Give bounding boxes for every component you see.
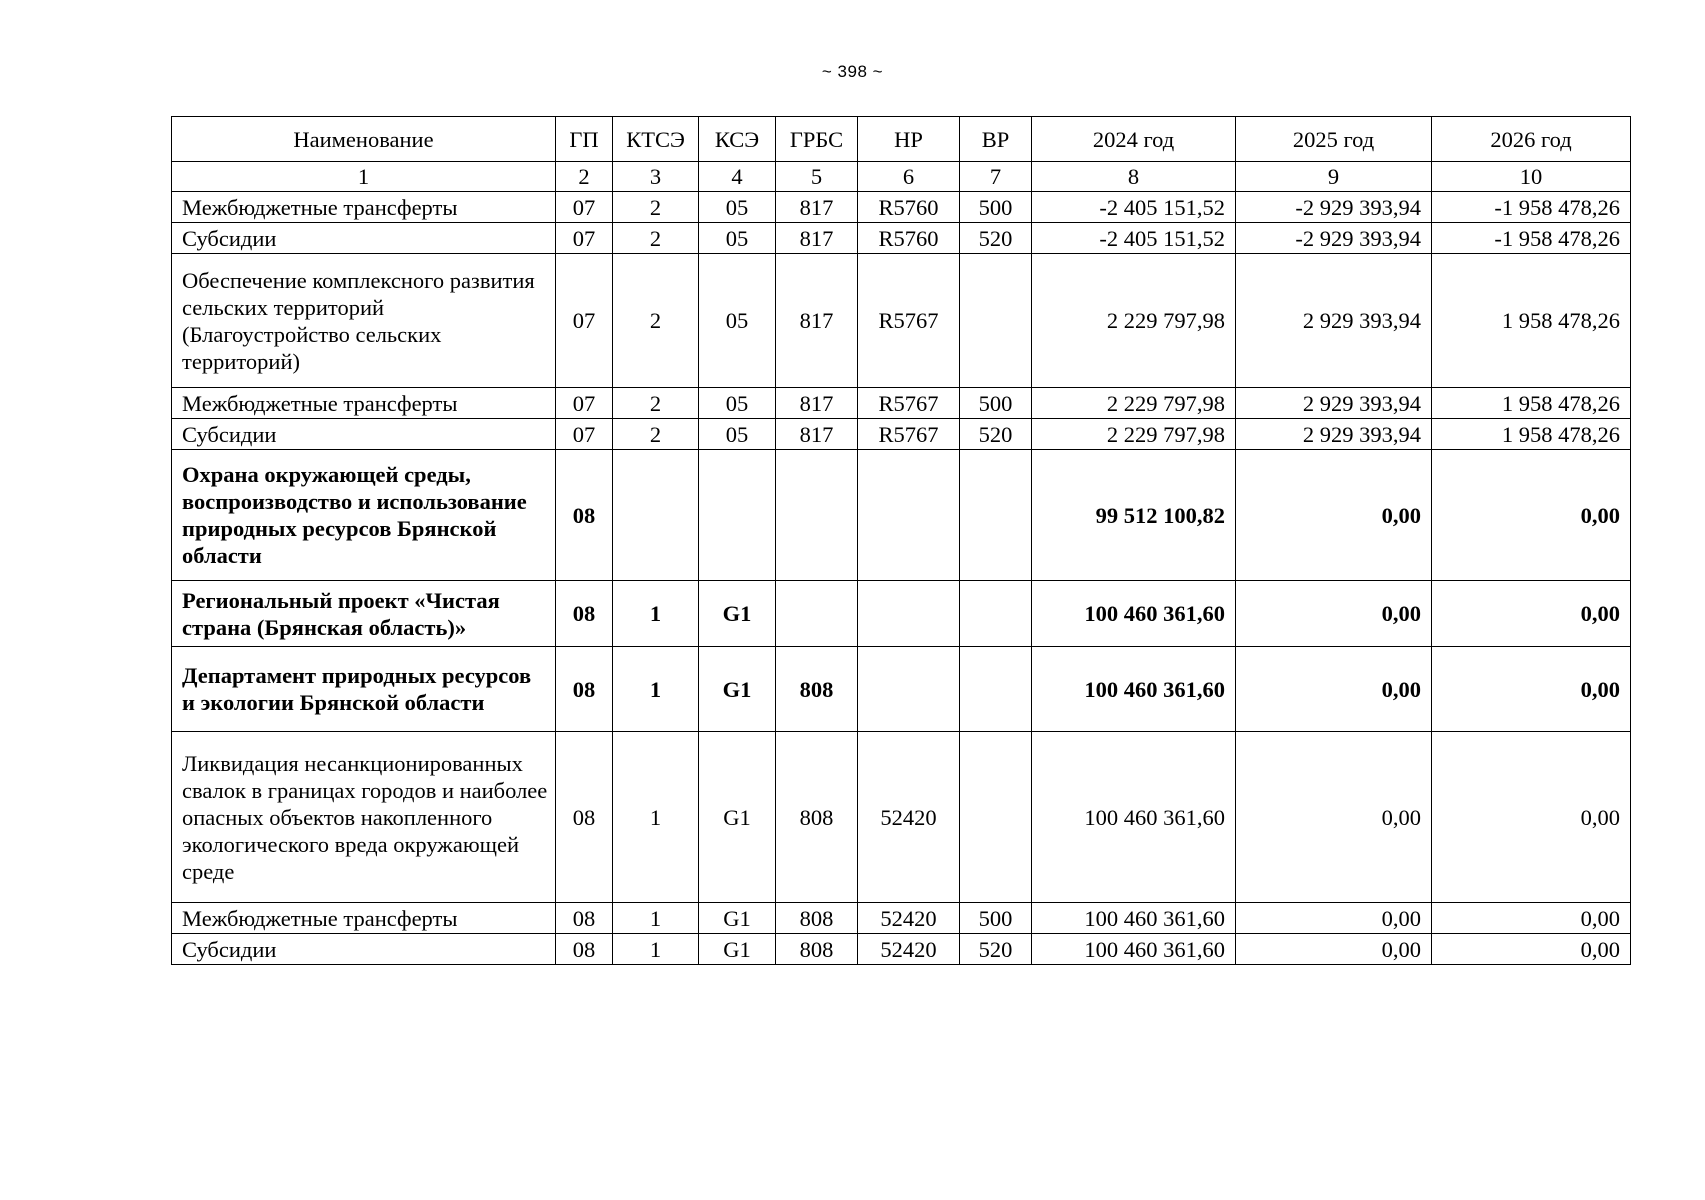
- cell-grbs: [776, 581, 858, 647]
- cell-grbs: [776, 450, 858, 581]
- cell-nr: R5767: [858, 419, 960, 450]
- cell-gp: 07: [556, 254, 613, 388]
- cell-kse: 05: [699, 192, 776, 223]
- row-name: Субсидии: [172, 223, 556, 254]
- cell-grbs: 808: [776, 732, 858, 903]
- table-row: [172, 223, 1631, 254]
- cell-2026: 0,00: [1432, 581, 1631, 647]
- cell-ktse: 1: [613, 903, 699, 934]
- cell-2024: 2 229 797,98: [1032, 388, 1236, 419]
- cell-vr: 500: [960, 903, 1032, 934]
- cell-kse: G1: [699, 581, 776, 647]
- cell-gp: 07: [556, 419, 613, 450]
- cell-2024: 2 229 797,98: [1032, 254, 1236, 388]
- column-header: 2025 год: [1236, 117, 1432, 162]
- cell-vr: [960, 732, 1032, 903]
- column-index: 7: [960, 162, 1032, 192]
- cell-2025: 0,00: [1236, 647, 1432, 732]
- cell-2026: 0,00: [1432, 450, 1631, 581]
- column-header: ВР: [960, 117, 1032, 162]
- cell-2026: 0,00: [1432, 934, 1631, 965]
- table-row: [172, 934, 1631, 965]
- cell-nr: 52420: [858, 934, 960, 965]
- cell-vr: [960, 450, 1032, 581]
- row-name: Межбюджетные трансферты: [172, 192, 556, 223]
- column-header: ГП: [556, 117, 613, 162]
- cell-grbs: 808: [776, 934, 858, 965]
- cell-gp: 07: [556, 192, 613, 223]
- row-name: Охрана окружающей среды, воспроизводство и использование природных ресурсов Брянской области: [172, 450, 556, 581]
- cell-2025: 0,00: [1236, 581, 1432, 647]
- column-header: КТСЭ: [613, 117, 699, 162]
- cell-2024: 100 460 361,60: [1032, 647, 1236, 732]
- cell-ktse: 2: [613, 388, 699, 419]
- cell-nr: [858, 581, 960, 647]
- cell-grbs: 808: [776, 903, 858, 934]
- cell-gp: 07: [556, 223, 613, 254]
- cell-vr: [960, 254, 1032, 388]
- cell-grbs: 817: [776, 388, 858, 419]
- cell-vr: [960, 581, 1032, 647]
- cell-ktse: 2: [613, 254, 699, 388]
- column-header: КСЭ: [699, 117, 776, 162]
- table-row: [172, 192, 1631, 223]
- cell-nr: R5767: [858, 254, 960, 388]
- cell-kse: G1: [699, 934, 776, 965]
- cell-2025: 0,00: [1236, 934, 1432, 965]
- column-header: 2026 год: [1432, 117, 1631, 162]
- header-row: [172, 117, 1631, 162]
- cell-2024: 99 512 100,82: [1032, 450, 1236, 581]
- cell-2026: -1 958 478,26: [1432, 192, 1631, 223]
- column-index: 5: [776, 162, 858, 192]
- cell-vr: 500: [960, 388, 1032, 419]
- cell-ktse: 2: [613, 223, 699, 254]
- table-row: [172, 388, 1631, 419]
- cell-grbs: 817: [776, 223, 858, 254]
- cell-ktse: 2: [613, 192, 699, 223]
- cell-2024: 100 460 361,60: [1032, 581, 1236, 647]
- cell-kse: 05: [699, 223, 776, 254]
- row-name: Региональный проект «Чистая страна (Брянская область)»: [172, 581, 556, 647]
- column-index: 1: [172, 162, 556, 192]
- cell-grbs: 817: [776, 419, 858, 450]
- cell-vr: [960, 647, 1032, 732]
- cell-gp: 08: [556, 581, 613, 647]
- column-header: НР: [858, 117, 960, 162]
- cell-nr: R5760: [858, 192, 960, 223]
- column-index: 4: [699, 162, 776, 192]
- cell-2025: 0,00: [1236, 903, 1432, 934]
- table-row: [172, 732, 1631, 903]
- table-row: [172, 903, 1631, 934]
- budget-table: [171, 116, 1631, 965]
- column-header: ГРБС: [776, 117, 858, 162]
- column-index: 6: [858, 162, 960, 192]
- cell-2024: 100 460 361,60: [1032, 732, 1236, 903]
- cell-2025: 0,00: [1236, 450, 1432, 581]
- cell-vr: 520: [960, 934, 1032, 965]
- cell-nr: 52420: [858, 903, 960, 934]
- cell-2024: -2 405 151,52: [1032, 223, 1236, 254]
- column-index: 2: [556, 162, 613, 192]
- cell-2025: -2 929 393,94: [1236, 192, 1432, 223]
- cell-nr: R5767: [858, 388, 960, 419]
- table-row: [172, 254, 1631, 388]
- cell-kse: G1: [699, 732, 776, 903]
- row-name: Межбюджетные трансферты: [172, 388, 556, 419]
- cell-ktse: [613, 450, 699, 581]
- cell-gp: 08: [556, 450, 613, 581]
- cell-ktse: 1: [613, 934, 699, 965]
- cell-gp: 08: [556, 934, 613, 965]
- table-row: [172, 450, 1631, 581]
- cell-gp: 07: [556, 388, 613, 419]
- cell-gp: 08: [556, 732, 613, 903]
- cell-vr: 520: [960, 223, 1032, 254]
- table-row: [172, 581, 1631, 647]
- page-number: ~ 398 ~: [821, 62, 884, 81]
- cell-ktse: 2: [613, 419, 699, 450]
- cell-kse: 05: [699, 254, 776, 388]
- cell-nr: R5760: [858, 223, 960, 254]
- table-row: [172, 647, 1631, 732]
- row-name: Субсидии: [172, 934, 556, 965]
- cell-nr: [858, 647, 960, 732]
- column-index: 3: [613, 162, 699, 192]
- table-row: [172, 419, 1631, 450]
- cell-nr: [858, 450, 960, 581]
- cell-kse: 05: [699, 388, 776, 419]
- cell-2024: 100 460 361,60: [1032, 934, 1236, 965]
- cell-2026: 1 958 478,26: [1432, 419, 1631, 450]
- cell-nr: 52420: [858, 732, 960, 903]
- cell-vr: 500: [960, 192, 1032, 223]
- cell-gp: 08: [556, 903, 613, 934]
- cell-2025: 2 929 393,94: [1236, 388, 1432, 419]
- cell-2025: -2 929 393,94: [1236, 223, 1432, 254]
- row-name: Обеспечение комплексного развития сельских территорий (Благоустройство сельских территорий): [172, 254, 556, 388]
- column-header: 2024 год: [1032, 117, 1236, 162]
- cell-vr: 520: [960, 419, 1032, 450]
- cell-2025: 2 929 393,94: [1236, 254, 1432, 388]
- row-name: Департамент природных ресурсов и экологии Брянской области: [172, 647, 556, 732]
- cell-2024: 2 229 797,98: [1032, 419, 1236, 450]
- cell-kse: G1: [699, 903, 776, 934]
- row-name: Субсидии: [172, 419, 556, 450]
- row-name: Межбюджетные трансферты: [172, 903, 556, 934]
- column-index: 9: [1236, 162, 1432, 192]
- column-index-row: [172, 162, 1631, 192]
- cell-kse: G1: [699, 647, 776, 732]
- cell-2026: -1 958 478,26: [1432, 223, 1631, 254]
- cell-2026: 1 958 478,26: [1432, 254, 1631, 388]
- cell-ktse: 1: [613, 581, 699, 647]
- column-index: 10: [1432, 162, 1631, 192]
- cell-2025: 2 929 393,94: [1236, 419, 1432, 450]
- cell-gp: 08: [556, 647, 613, 732]
- cell-2026: 0,00: [1432, 903, 1631, 934]
- cell-grbs: 817: [776, 254, 858, 388]
- column-header: Наименование: [172, 117, 556, 162]
- cell-2026: 0,00: [1432, 732, 1631, 903]
- cell-2024: -2 405 151,52: [1032, 192, 1236, 223]
- cell-2024: 100 460 361,60: [1032, 903, 1236, 934]
- cell-2025: 0,00: [1236, 732, 1432, 903]
- cell-2026: 0,00: [1432, 647, 1631, 732]
- cell-ktse: 1: [613, 647, 699, 732]
- cell-2026: 1 958 478,26: [1432, 388, 1631, 419]
- cell-kse: 05: [699, 419, 776, 450]
- cell-grbs: 808: [776, 647, 858, 732]
- column-index: 8: [1032, 162, 1236, 192]
- cell-grbs: 817: [776, 192, 858, 223]
- row-name: Ликвидация несанкционированных свалок в границах городов и наиболее опасных объектов накопленного экологического вреда окружающей среде: [172, 732, 556, 903]
- cell-ktse: 1: [613, 732, 699, 903]
- cell-kse: [699, 450, 776, 581]
